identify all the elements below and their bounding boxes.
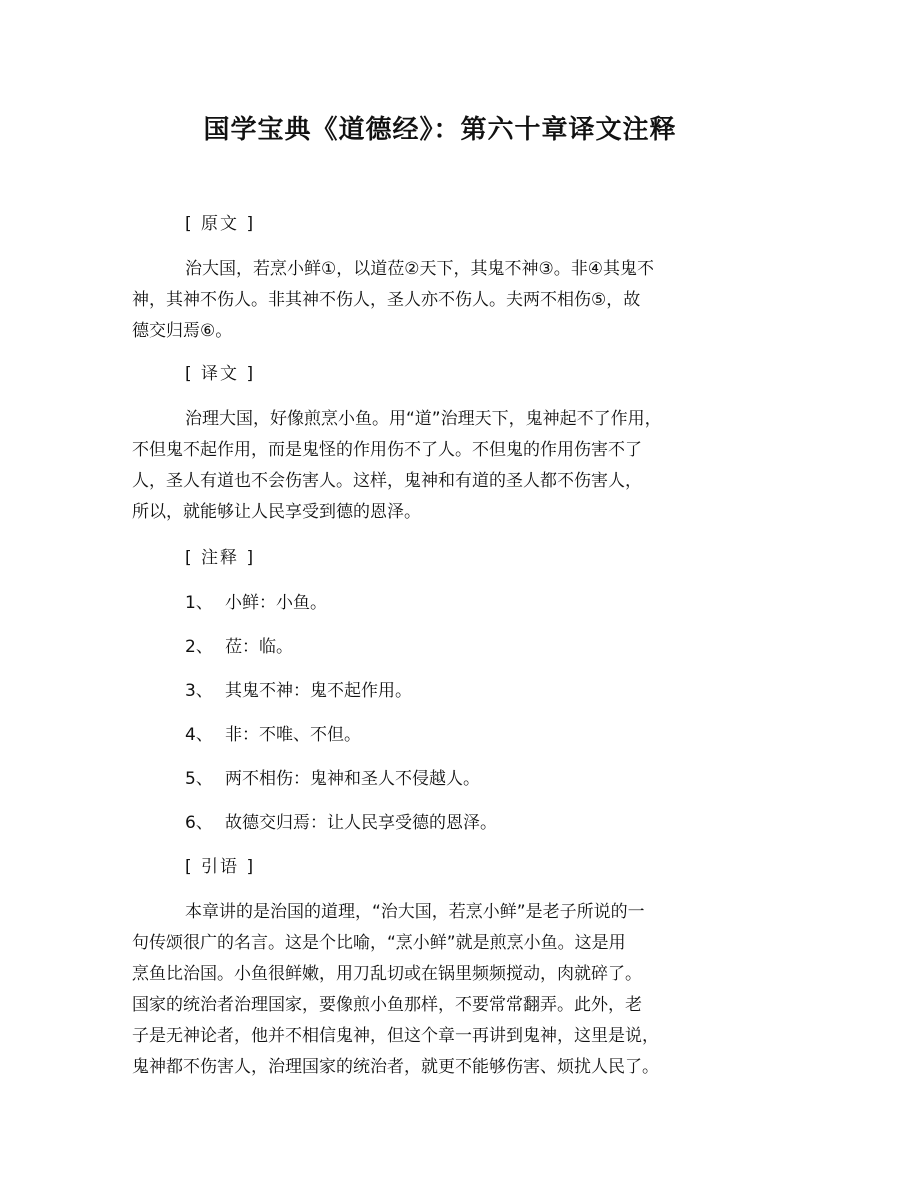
- quote-line: 子是无神论者，他并不相信鬼神，但这个章一再讲到鬼神，这里是说，: [132, 1026, 659, 1046]
- note-item: [185, 767, 480, 791]
- note-text: 小鲜：小鱼。: [225, 593, 327, 613]
- quote-line: 烹鱼比治国。小鱼很鲜嫩，用刀乱切或在锅里频频搅动，肉就碎了。: [132, 964, 642, 984]
- quote-text: [132, 897, 722, 1083]
- note-text: 故德交归焉：让人民享受德的恩泽。: [225, 813, 497, 833]
- original-line: 治大国，若烹小鲜①，以道莅②天下，其鬼不神③。非④其鬼不: [185, 259, 654, 279]
- note-text: 莅：临。: [225, 637, 293, 657]
- original-line: 神，其神不伤人。非其神不伤人，圣人亦不伤人。夫两不相伤⑤，故: [132, 290, 641, 310]
- note-item: [185, 811, 497, 835]
- note-number: 4、: [185, 725, 213, 745]
- original-text: [132, 254, 722, 347]
- note-number: 3、: [185, 681, 213, 701]
- note-number: 2、: [185, 637, 213, 657]
- translation-line: 治理大国，好像煎烹小鱼。用“道”治理天下，鬼神起不了作用，: [185, 409, 662, 429]
- section-heading-notes: [ 注释 ]: [185, 548, 256, 568]
- translation-text: [132, 404, 722, 528]
- section-heading-original: [ 原文 ]: [185, 214, 256, 234]
- quote-line: 本章讲的是治国的道理，“治大国，若烹小鲜”是老子所说的一: [185, 902, 645, 922]
- note-item: [185, 635, 293, 659]
- translation-line: 人，圣人有道也不会伤害人。这样，鬼神和有道的圣人都不伤害人，: [132, 471, 642, 491]
- original-line: 德交归焉⑥。: [132, 321, 233, 341]
- section-heading-translation: [ 译文 ]: [185, 364, 256, 384]
- note-item: [185, 723, 361, 747]
- note-number: 6、: [185, 813, 213, 833]
- quote-line: 鬼神都不伤害人，治理国家的统治者，就更不能够伤害、烦扰人民了。: [132, 1057, 659, 1077]
- note-text: 非：不唯、不但。: [225, 725, 361, 745]
- note-item: [185, 591, 327, 615]
- page-title: 国学宝典《道德经》：第六十章译文注释: [203, 115, 677, 145]
- quote-line: 国家的统治者治理国家，要像煎小鱼那样，不要常常翻弄。此外，老: [132, 995, 642, 1015]
- translation-line: 不但鬼不起作用，而是鬼怪的作用伤不了人。不但鬼的作用伤害不了: [132, 440, 642, 460]
- note-number: 1、: [185, 593, 213, 613]
- translation-line: 所以，就能够让人民享受到德的恩泽。: [132, 502, 421, 522]
- note-text: 两不相伤：鬼神和圣人不侵越人。: [225, 769, 480, 789]
- note-number: 5、: [185, 769, 213, 789]
- note-text: 其鬼不神：鬼不起作用。: [225, 681, 412, 701]
- quote-line: 句传颂很广的名言。这是个比喻，“烹小鲜”就是煎烹小鱼。这是用: [132, 933, 626, 953]
- section-heading-quote: [ 引语 ]: [185, 857, 256, 877]
- note-item: [185, 679, 412, 703]
